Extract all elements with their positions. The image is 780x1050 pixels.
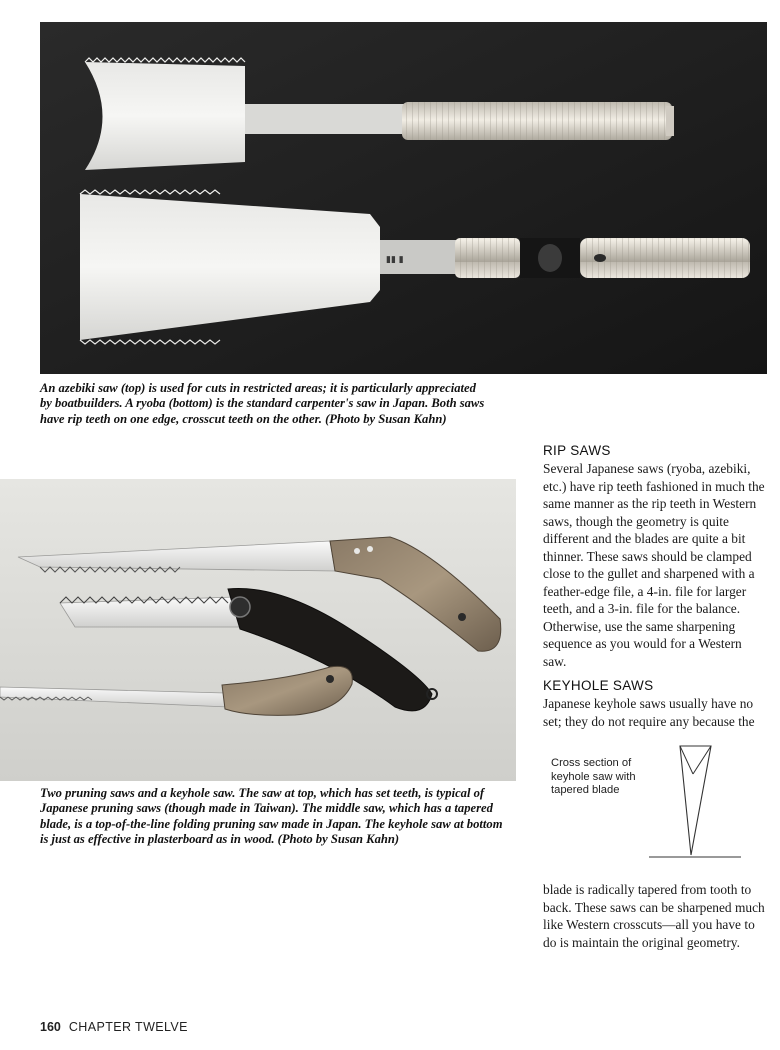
page-number: 160 [40, 1020, 61, 1034]
keyhole-saws-body-continued: blade is radically tapered from tooth to back. These saws can be sharpened much like Western crosscuts—all you have to do is maintain the original geometry. [543, 882, 765, 950]
svg-text:▮▮ ▮: ▮▮ ▮ [386, 255, 404, 265]
chapter-title: CHAPTER TWELVE [68, 1020, 188, 1034]
page-footer [40, 1020, 188, 1034]
caption-middle-photo: Two pruning saws and a keyhole saw. The saw at top, which has set teeth, is typical of Japanese pruning saws (though made in Taiwan). The middle saw, which has a tapered blade, is a top-of-the-line folding pruning saw made in Japan. The keyhole saw at bottom is just as effective in plasterboard as in wood. (Photo by Susan Kahn) [40, 786, 503, 847]
rip-saws-heading: RIP SAWS [543, 443, 611, 458]
keyhole-saws-body: Japanese keyhole saws usually have no set; they do not require any because the [543, 696, 755, 729]
cross-section-figure-label: Cross section of keyhole saw with tapered blade [551, 757, 636, 796]
keyhole-saws-heading: KEYHOLE SAWS [543, 678, 654, 693]
photo-azebiki-ryoba [40, 22, 767, 374]
blade-outline [680, 746, 711, 855]
cross-section-diagram [645, 742, 745, 862]
rip-saws-body: Several Japanese saws (ryoba, azebiki, etc.) have rip teeth fashioned in much the same manner as the rip teeth in Western saws, though the geometry is quite different and the blades are quite a bit thinner. These saws should be clamped close to the gullet and sharpened with a feather-edge file, a 4-in. file for larger teeth, and a 3-in. file for the balance. Otherwise, use the same sharpening sequence as you would for a Western saw. [543, 461, 765, 669]
photo-illustration-top [40, 22, 767, 374]
photo-illustration-middle [0, 479, 516, 781]
photo-pruning-keyhole-saws [0, 479, 516, 781]
caption-top-photo: An azebiki saw (top) is used for cuts in restricted areas; it is particularly appreciated by boatbuilders. A ryoba (bottom) is the standard carpenter's saw in Japan. Both saws have rip teeth on one edge, crosscut teeth on the other. (Photo by Susan Kahn) [40, 381, 485, 426]
